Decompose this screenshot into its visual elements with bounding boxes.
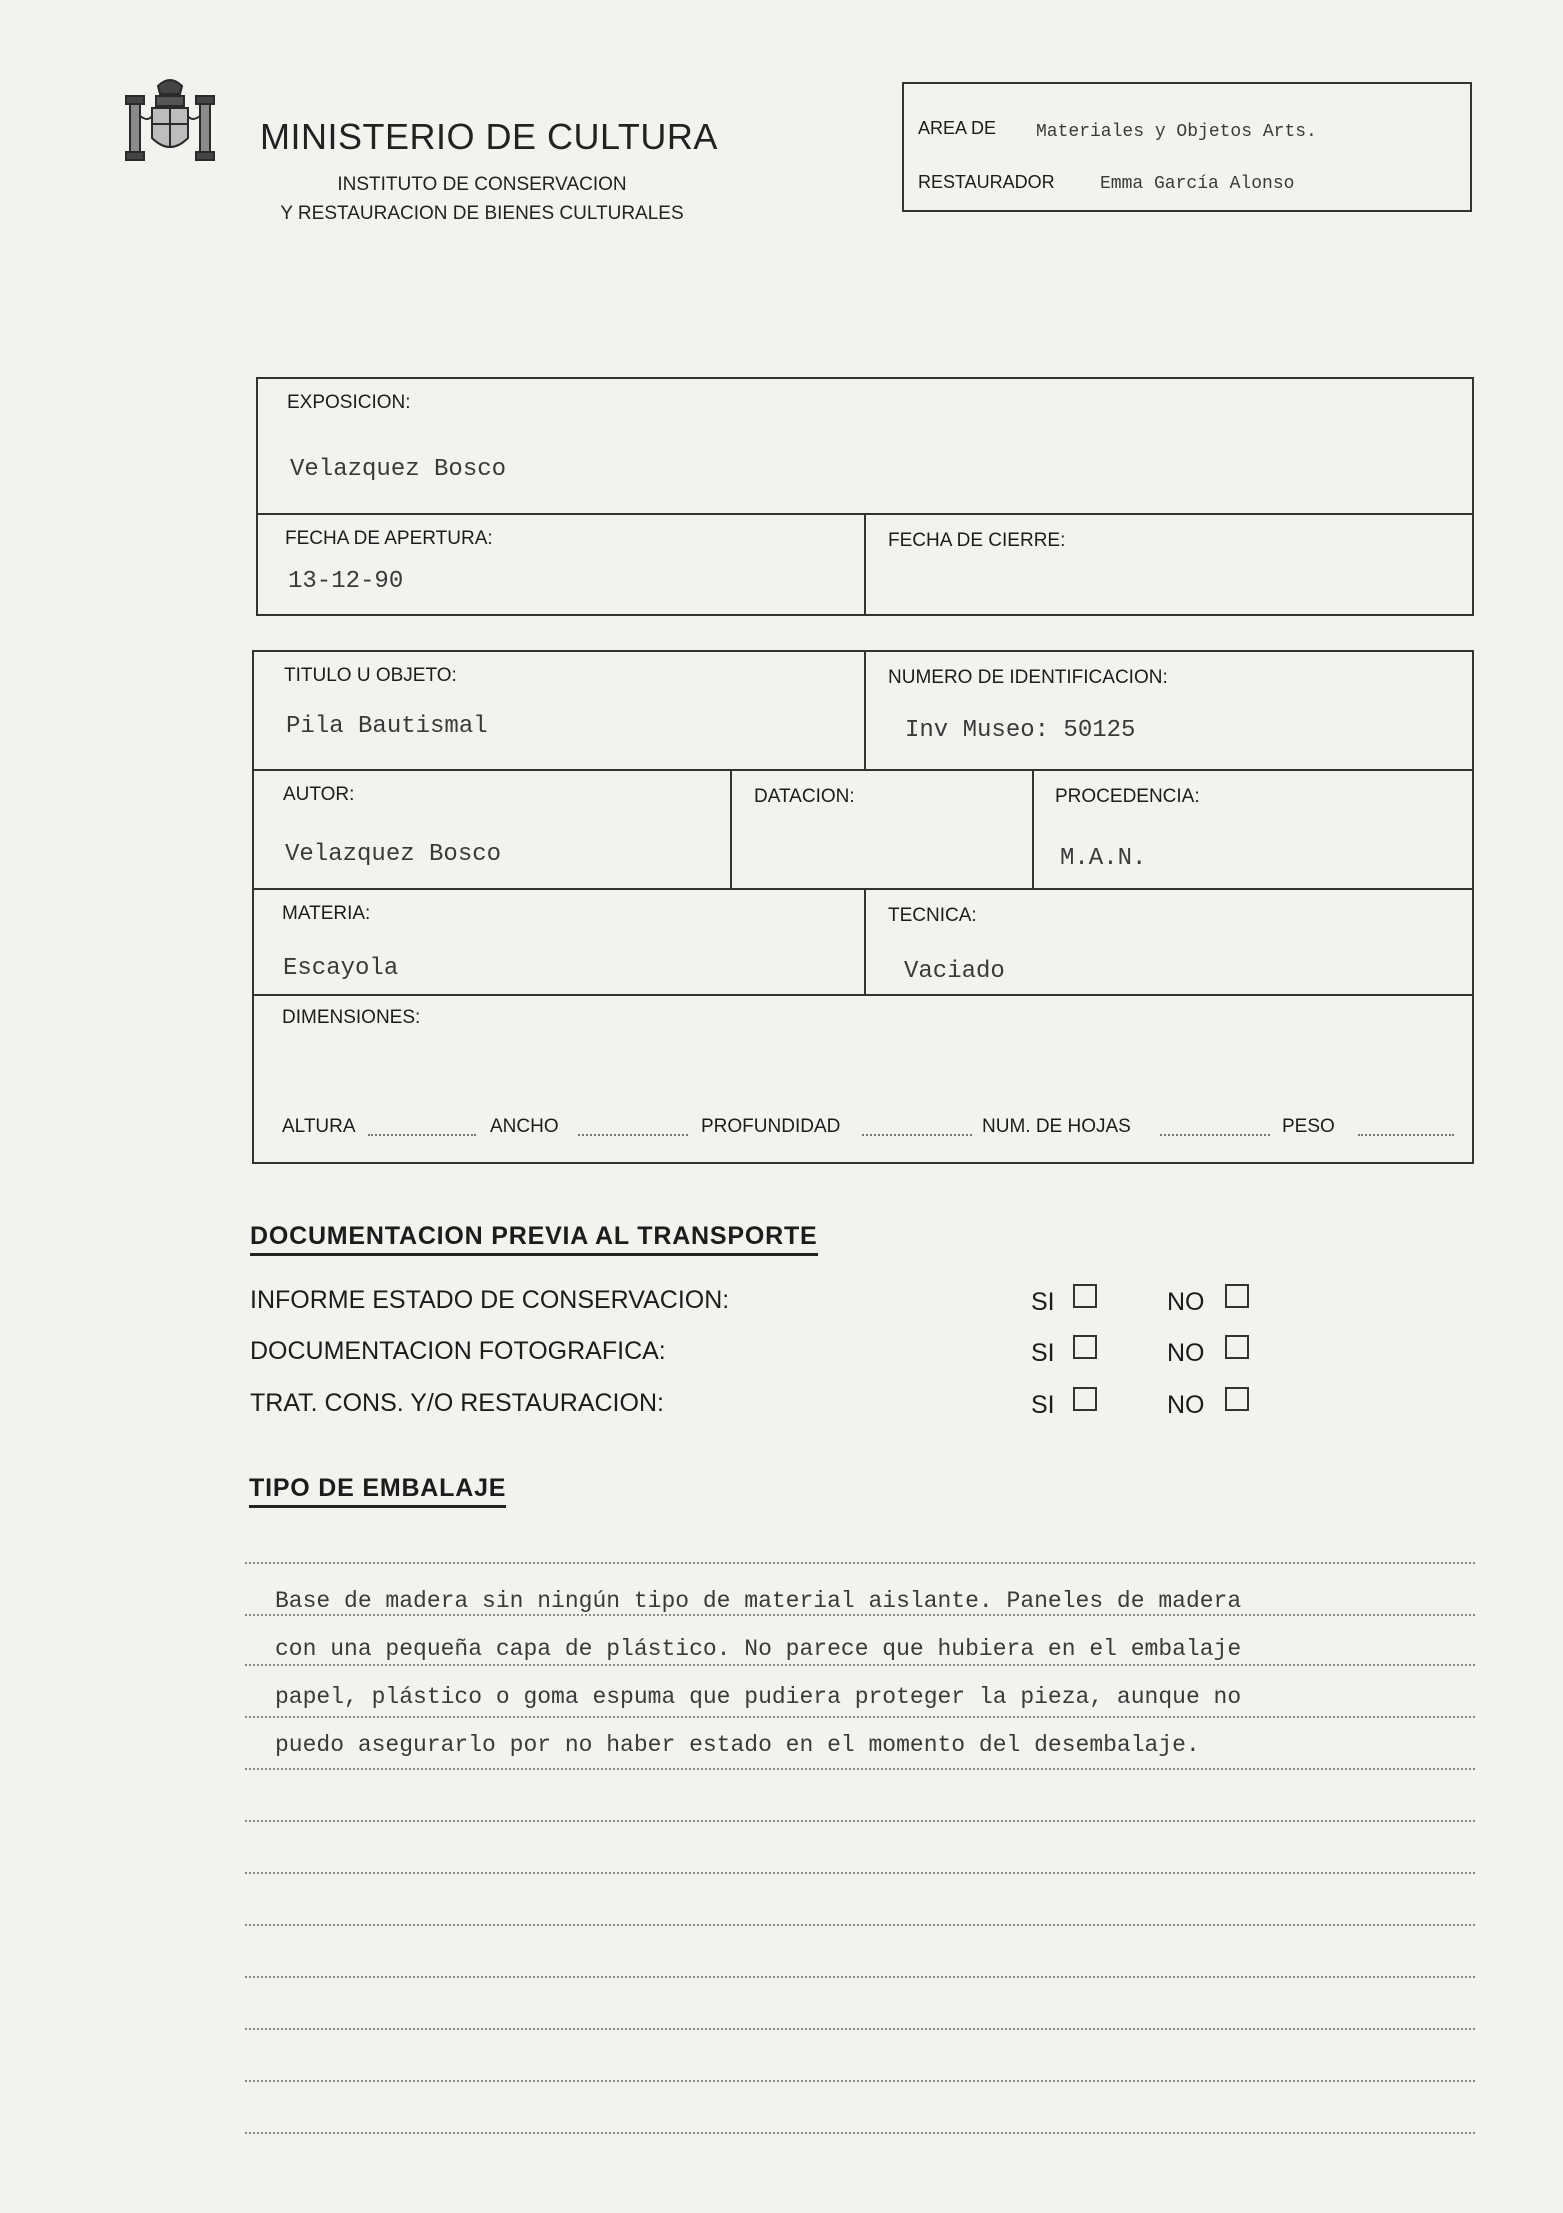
num-hojas-label: NUM. DE HOJAS [982,1116,1131,1137]
ministry-title: MINISTERIO DE CULTURA [260,116,718,157]
tecnica-label: TECNICA: [888,905,977,926]
ruled-line [245,1614,1475,1616]
datacion-label: DATACION: [754,786,855,807]
si-checkbox[interactable] [1073,1335,1097,1359]
si-label: SI [1031,1391,1055,1419]
restaurador-label: RESTAURADOR [918,172,1055,192]
si-checkbox[interactable] [1073,1284,1097,1308]
packaging-text-line[interactable]: con una pequeña capa de plástico. No parece que hubiera en el embalaje [275,1636,1242,1662]
si-label: SI [1031,1288,1055,1316]
dimensiones-label: DIMENSIONES: [282,1007,421,1028]
area-label: AREA DE [918,118,997,138]
divider [1032,769,1034,889]
divider [252,994,1474,996]
ruled-line [245,2028,1475,2030]
profundidad-label: PROFUNDIDAD [701,1116,841,1137]
ancho-label: ANCHO [490,1116,559,1137]
packaging-title: TIPO DE EMBALAJE [249,1474,506,1508]
packaging-text-line[interactable]: papel, plástico o goma espuma que pudiera proteger la pieza, aunque no [275,1684,1242,1710]
ruled-line [245,1562,1475,1564]
materia-field[interactable]: Escayola [283,955,399,982]
ruled-line [245,1716,1475,1718]
restaurador-row [918,172,1055,193]
apertura-label: FECHA DE APERTURA: [285,528,493,549]
titulo-label: TITULO U OBJETO: [284,665,457,686]
no-checkbox[interactable] [1225,1387,1249,1411]
autor-label: AUTOR: [283,784,355,805]
ruled-line [245,1872,1475,1874]
doc-row-label: INFORME ESTADO DE CONSERVACION: [250,1286,730,1314]
ancho-field[interactable] [578,1134,688,1136]
no-label: NO [1167,1288,1205,1316]
ruled-line [245,1768,1475,1770]
numero-label: NUMERO DE IDENTIFICACION: [888,667,1168,688]
profundidad-field[interactable] [862,1134,972,1136]
apertura-field[interactable]: 13-12-90 [288,568,404,595]
num-hojas-field[interactable] [1160,1134,1270,1136]
peso-field[interactable] [1358,1134,1454,1136]
peso-label: PESO [1282,1116,1335,1137]
divider [864,513,866,616]
ruled-line [245,1820,1475,1822]
procedencia-field[interactable]: M.A.N. [1060,845,1147,872]
divider [864,650,866,770]
packaging-text-line[interactable]: puedo asegurarlo por no haber estado en el momento del desembalaje. [275,1732,1200,1758]
altura-label: ALTURA [282,1116,356,1137]
ruled-line [245,2132,1475,2134]
divider [730,769,732,889]
altura-field[interactable] [368,1134,476,1136]
ruled-line [245,1664,1475,1666]
documentation-title: DOCUMENTACION PREVIA AL TRANSPORTE [250,1222,818,1256]
no-checkbox[interactable] [1225,1284,1249,1308]
institute-line-2: Y RESTAURACION DE BIENES CULTURALES [280,203,684,224]
doc-row-label: DOCUMENTACION FOTOGRAFICA: [250,1337,666,1365]
divider [864,888,866,995]
area-row [918,118,996,139]
no-checkbox[interactable] [1225,1335,1249,1359]
cierre-label: FECHA DE CIERRE: [888,530,1066,551]
autor-field[interactable]: Velazquez Bosco [285,841,502,868]
ruled-line [245,2080,1475,2082]
si-checkbox[interactable] [1073,1387,1097,1411]
exposicion-field[interactable]: Velazquez Bosco [290,456,507,483]
area-value[interactable]: Materiales y Objetos Arts. [1036,122,1317,142]
institute-name [262,170,702,228]
no-label: NO [1167,1391,1205,1419]
divider [252,888,1474,890]
titulo-field[interactable]: Pila Bautismal [286,713,488,740]
numero-field[interactable]: Inv Museo: 50125 [905,717,1136,744]
restaurador-value[interactable]: Emma García Alonso [1100,174,1295,194]
ruled-line [245,1976,1475,1978]
exposicion-label: EXPOSICION: [287,392,411,413]
divider [252,769,1474,771]
area-box [902,82,1472,212]
packaging-text-line[interactable]: Base de madera sin ningún tipo de material aislante. Paneles de madera [275,1588,1242,1614]
procedencia-label: PROCEDENCIA: [1055,786,1200,807]
tecnica-field[interactable]: Vaciado [904,958,1005,985]
institute-line-1: INSTITUTO DE CONSERVACION [337,174,627,195]
no-label: NO [1167,1339,1205,1367]
ruled-line [245,1924,1475,1926]
doc-row-label: TRAT. CONS. Y/O RESTAURACION: [250,1389,664,1417]
coat-of-arms-icon [120,72,220,172]
si-label: SI [1031,1339,1055,1367]
materia-label: MATERIA: [282,903,371,924]
